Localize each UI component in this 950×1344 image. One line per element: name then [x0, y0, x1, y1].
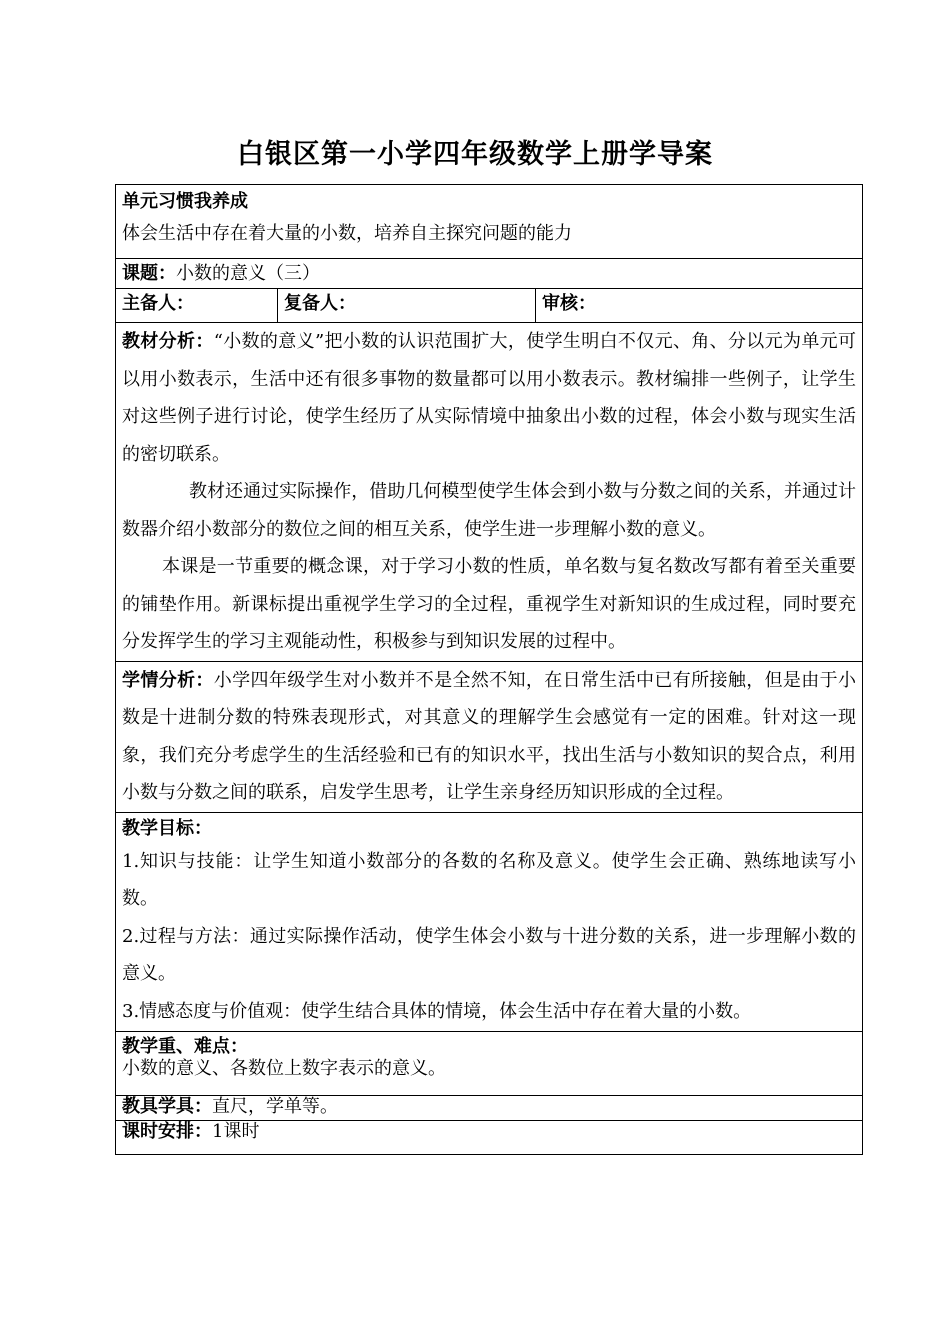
objectives-row: [116, 812, 863, 1031]
lesson-plan-table: [115, 184, 863, 1155]
key-points-label: 教学重、难点：: [122, 1035, 248, 1057]
schedule-label: 课时安排：: [122, 1120, 212, 1142]
topic-label: 课题：: [122, 263, 176, 284]
topic-value: 小数的意义（三）: [176, 263, 320, 284]
tools-label: 教具学具：: [122, 1095, 212, 1117]
key-points-text: 小数的意义、各数位上数字表示的意义。: [122, 1057, 446, 1079]
objective-item: 3.情感态度与价值观：使学生结合具体的情境，体会生活中存在着大量的小数。: [122, 1000, 752, 1022]
tools-row: [116, 1095, 863, 1120]
key-points-row: [116, 1031, 863, 1095]
objective-item: 1.知识与技能：让学生知道小数部分的各数的名称及意义。使学生会正确、熟练地读写小数。: [122, 850, 857, 909]
unit-habit-row: [116, 185, 863, 259]
objectives-label: 教学目标：: [122, 817, 212, 839]
student-analysis-text: 学情分析：小学四年级学生对小数并不是全然不知，在日常生活中已有所接触，但是由于小数是十进制分数的特殊表现形式，对其意义的理解学生会感觉有一定的困难。针对这一现象，我们充分考虑学生的生活经验和已有的知识水平，找出生活与小数知识的契合点，利用小数与分数之间的联系，启发学生思考，让学生亲身经历知识形成的全过程。: [122, 669, 857, 803]
objective-item: 2.过程与方法：通过实际操作活动，使学生体会小数与十进分数的关系，进一步理解小数的意义。: [122, 925, 857, 984]
unit-habit-label: 单元习惯我养成: [122, 191, 248, 212]
topic-row: [116, 259, 863, 289]
co-preparer-label: 复备人：: [284, 293, 356, 314]
material-analysis-row: [116, 323, 863, 662]
material-analysis-label: 教材分析：: [122, 331, 214, 352]
preparers-row: [116, 289, 863, 323]
page-title: 白银区第一小学四年级数学上册学导案: [237, 139, 713, 170]
student-analysis-label: 学情分析：: [122, 669, 214, 691]
student-analysis-row: [116, 661, 863, 812]
tools-value: 直尺，学单等。: [212, 1095, 338, 1117]
unit-habit-text: 体会生活中存在着大量的小数，培养自主探究问题的能力: [122, 223, 572, 244]
material-analysis-p1: 教材分析：“小数的意义”把小数的认识范围扩大，使学生明白不仅元、角、分以元为单元可以用小数表示，生活中还有很多事物的数量都可以用小数表示。教材编排一些例子，让学生对这些例子进行讨论，使学生经历了从实际情境中抽象出小数的过程，体会小数与现实生活的密切联系。: [122, 331, 857, 465]
schedule-row: [116, 1120, 863, 1154]
schedule-value: 1课时: [212, 1120, 260, 1142]
material-analysis-p3: 本课是一节重要的概念课，对于学习小数的性质，单名数与复名数改写都有着至关重要的铺垫作用。新课标提出重视学生学习的全过程，重视学生对新知识的生成过程，同时要充分发挥学生的学习主观能动性，积极参与到知识发展的过程中。: [122, 556, 857, 652]
material-analysis-p2: 教材还通过实际操作，借助几何模型使学生体会到小数与分数之间的关系，并通过计数器介绍小数部分的数位之间的相互关系，使学生进一步理解小数的意义。: [122, 481, 857, 540]
reviewer-label: 审核：: [542, 293, 596, 314]
main-preparer-label: 主备人：: [122, 293, 194, 314]
